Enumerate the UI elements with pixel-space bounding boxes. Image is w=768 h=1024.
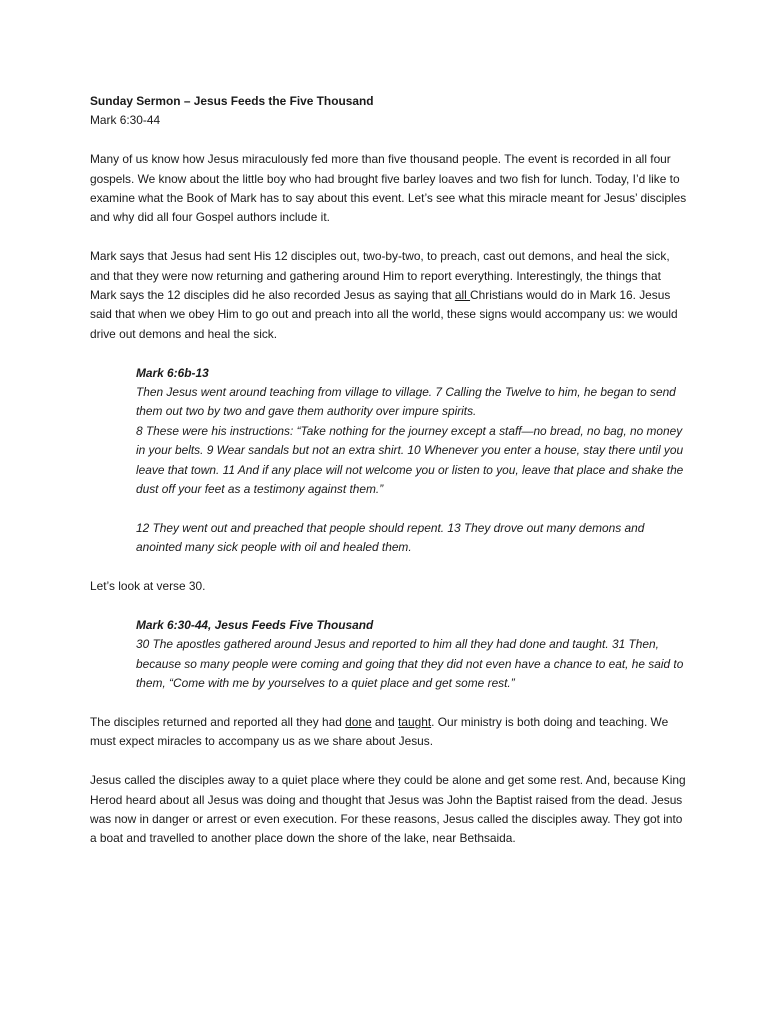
quote-2-verse: 30 The apostles gathered around Jesus and reported to him all they had done and taught. 31 Then, because so many people were coming and going that they did not even have a chance to eat, he said to them, “Come with me by yourselves to a quiet place and get some rest.” xyxy=(136,637,684,691)
disciples-paragraph xyxy=(90,247,690,344)
intro-paragraph: Many of us know how Jesus miraculously fed more than five thousand people. The event is recorded in all four gospels. We know about the little boy who had brought five barley loaves and two fish for lunch. Today, I’d like to examine what the Book of Mark has to say about this event. Let’s see what this miracle meant for Jesus’ disciples and why did all four Gospel authors include it. xyxy=(90,152,687,225)
quiet-place-paragraph: Jesus called the disciples away to a quiet place where they could be alone and get some rest. And, because King Herod heard about all Jesus was doing and thought that Jesus was John the Baptist raised from the dead. Jesus was now in danger or arrest or even execution. For these reasons, Jesus called the disciples away. They got into a boat and travelled to another place down the shore of the lake, near Bethsaida. xyxy=(90,773,686,846)
scripture-reference: Mark 6:30-44 xyxy=(90,113,161,128)
disciples-paragraph-text: Mark says that Jesus had sent His 12 disciples out, two-by-two, to preach, cast out demons, and heal the sick, and that they were now returning and gathering around Him to report everything. Interestingly, the things that Mark says the 12 disciples did he also recorded Jesus as saying that xyxy=(90,249,670,303)
verse-30-paragraph: Let’s look at verse 30. xyxy=(90,579,206,594)
ministry-text-and: and xyxy=(371,714,399,729)
underlined-taught: taught xyxy=(398,714,432,729)
quote-2-heading: Mark 6:30-44, Jesus Feeds Five Thousand xyxy=(136,617,374,632)
sermon-title: Sunday Sermon – Jesus Feeds the Five Thousand xyxy=(90,94,374,108)
scripture-quote-1 xyxy=(136,364,690,558)
ministry-paragraph xyxy=(90,713,690,752)
document-page xyxy=(90,92,690,849)
quote-1-verse-c: 12 They went out and preached that people should repent. 13 They drove out many demons and anointed many sick people with oil and healed them. xyxy=(136,520,645,555)
quote-1-heading: Mark 6:6b-13 xyxy=(136,365,209,380)
quote-1-verse-b: 8 These were his instructions: “Take nothing for the journey except a staff—no bread, no bag, no money in your belts. 9 Wear sandals but not an extra shirt. 10 Whenever you enter a house, stay there until you leave that town. 11 And if any place will not welcome you or listen to you, leave that place and shake the dust off your feet as a testimony against them.” xyxy=(136,423,684,497)
ministry-text-start: The disciples returned and reported all they had xyxy=(90,714,346,729)
scripture-quote-2 xyxy=(136,616,690,694)
disciples-paragraph-text-end: Christians would do in Mark 16. Jesus said that when we obey Him to go out and preach into all the world, these signs would accompany us: we would drive out demons and heal the sick. xyxy=(90,288,678,341)
underlined-done: done xyxy=(345,714,372,729)
quote-1-verse-a: Then Jesus went around teaching from village to village. 7 Calling the Twelve to him, he began to send them out two by two and gave them authority over impure spirits. xyxy=(136,385,676,419)
ministry-text-end: . Our ministry is both doing and teaching. We must expect miracles to accompany us as we share about Jesus. xyxy=(90,714,669,749)
underlined-all: all xyxy=(454,288,471,303)
